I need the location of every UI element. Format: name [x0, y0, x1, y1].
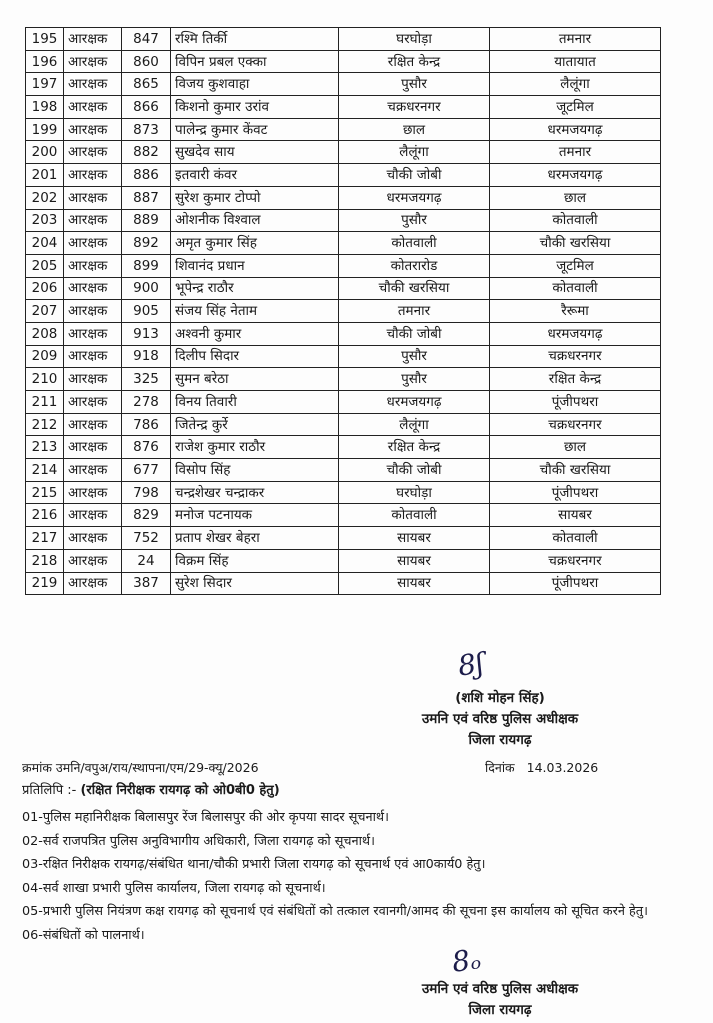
- posted-from-cell: चौकी जोबी: [339, 459, 490, 482]
- badge-number-cell: 865: [122, 73, 171, 96]
- badge-number-cell: 847: [122, 28, 171, 51]
- serial-number-cell: 203: [26, 209, 64, 232]
- employee-name-cell: जितेन्द्र कुर्रे: [171, 413, 339, 436]
- employee-name-cell: सुमन बरेठा: [171, 368, 339, 391]
- badge-number-cell: 918: [122, 345, 171, 368]
- serial-number-cell: 212: [26, 413, 64, 436]
- badge-number-cell: 387: [122, 572, 171, 595]
- table-row: [26, 254, 661, 277]
- employee-name-cell: सुखदेव साय: [171, 141, 339, 164]
- employee-name-cell: विजय कुशवाहा: [171, 73, 339, 96]
- serial-number-cell: 214: [26, 459, 64, 482]
- serial-number-cell: 216: [26, 504, 64, 527]
- posted-from-cell: घरघोड़ा: [339, 481, 490, 504]
- rank-cell: आरक्षक: [64, 549, 122, 572]
- footer-signatory-block: [380, 979, 620, 1021]
- rank-cell: आरक्षक: [64, 413, 122, 436]
- badge-number-cell: 899: [122, 254, 171, 277]
- badge-number-cell: 900: [122, 277, 171, 300]
- table-row: [26, 345, 661, 368]
- posted-to-cell: पूंजीपथरा: [490, 481, 661, 504]
- employee-name-cell: मनोज पटनायक: [171, 504, 339, 527]
- posted-from-cell: धरमजयगढ़: [339, 186, 490, 209]
- posted-to-cell: पूंजीपथरा: [490, 572, 661, 595]
- posted-to-cell: धरमजयगढ़: [490, 322, 661, 345]
- table-row: [26, 572, 661, 595]
- signatory-name: (शशि मोहन सिंह): [455, 690, 545, 706]
- transfer-table: [25, 27, 661, 595]
- posted-to-cell: लैलूंगा: [490, 73, 661, 96]
- badge-number-cell: 886: [122, 164, 171, 187]
- employee-name-cell: किशनो कुमार उरांव: [171, 96, 339, 119]
- posted-from-cell: चौकी जोबी: [339, 322, 490, 345]
- badge-number-cell: 873: [122, 118, 171, 141]
- employee-name-cell: प्रताप शेखर बेहरा: [171, 527, 339, 550]
- badge-number-cell: 24: [122, 549, 171, 572]
- employee-name-cell: दिलीप सिदार: [171, 345, 339, 368]
- posted-to-cell: चक्रधरनगर: [490, 345, 661, 368]
- posted-to-cell: जूटमिल: [490, 96, 661, 119]
- employee-name-cell: रश्मि तिर्की: [171, 28, 339, 51]
- serial-number-cell: 213: [26, 436, 64, 459]
- copy-to-item: 01-पुलिस महानिरीक्षक बिलासपुर रेंज बिलासपुर की ओर कृपया सादर सूचनार्थ।: [22, 810, 389, 825]
- posted-to-cell: रक्षित केन्द्र: [490, 368, 661, 391]
- serial-number-cell: 200: [26, 141, 64, 164]
- badge-number-cell: 325: [122, 368, 171, 391]
- posted-from-cell: चक्रधरनगर: [339, 96, 490, 119]
- serial-number-cell: 215: [26, 481, 64, 504]
- copy-to-item: 06-संबंधितों को पालनार्थ।: [22, 927, 145, 943]
- badge-number-cell: 905: [122, 300, 171, 323]
- employee-name-cell: विनय तिवारी: [171, 391, 339, 414]
- rank-cell: आरक्षक: [64, 28, 122, 51]
- table-row: [26, 391, 661, 414]
- employee-name-cell: चन्द्रशेखर चन्द्राकर: [171, 481, 339, 504]
- serial-number-cell: 211: [26, 391, 64, 414]
- posted-to-cell: छाल: [490, 186, 661, 209]
- posted-to-cell: तमनार: [490, 141, 661, 164]
- serial-number-cell: 198: [26, 96, 64, 119]
- posted-from-cell: घरघोड़ा: [339, 28, 490, 51]
- posted-from-cell: सायबर: [339, 549, 490, 572]
- table-row: [26, 164, 661, 187]
- serial-number-cell: 199: [26, 118, 64, 141]
- employee-name-cell: इतवारी कंवर: [171, 164, 339, 187]
- serial-number-cell: 196: [26, 50, 64, 73]
- posted-to-cell: कोतवाली: [490, 277, 661, 300]
- copy-to-item: 03-रक्षित निरीक्षक रायगढ़/संबंधित थाना/चौकी प्रभारी जिला रायगढ़ को सूचनार्थ एवं आ0कार्य0 हेतु।: [22, 857, 486, 872]
- posted-from-cell: चौकी जोबी: [339, 164, 490, 187]
- posted-to-cell: चक्रधरनगर: [490, 413, 661, 436]
- rank-cell: आरक्षक: [64, 254, 122, 277]
- rank-cell: आरक्षक: [64, 481, 122, 504]
- serial-number-cell: 197: [26, 73, 64, 96]
- employee-name-cell: अश्वनी कुमार: [171, 322, 339, 345]
- badge-number-cell: 677: [122, 459, 171, 482]
- posted-from-cell: पुसौर: [339, 209, 490, 232]
- table-row: [26, 209, 661, 232]
- badge-number-cell: 866: [122, 96, 171, 119]
- footer-signatory-designation: उमनि एवं वरिष्ठ पुलिस अधीक्षक: [421, 981, 579, 997]
- posted-to-cell: यातायात: [490, 50, 661, 73]
- badge-number-cell: 786: [122, 413, 171, 436]
- table-row: [26, 118, 661, 141]
- serial-number-cell: 206: [26, 277, 64, 300]
- badge-number-cell: 887: [122, 186, 171, 209]
- footer-signature-mark: 8ₒ: [449, 942, 483, 979]
- badge-number-cell: 876: [122, 436, 171, 459]
- table-row: [26, 277, 661, 300]
- serial-number-cell: 207: [26, 300, 64, 323]
- signatory-block: [380, 688, 620, 751]
- posted-from-cell: सायबर: [339, 527, 490, 550]
- table-row: [26, 368, 661, 391]
- employee-name-cell: विपिन प्रबल एक्का: [171, 50, 339, 73]
- posted-from-cell: धरमजयगढ़: [339, 391, 490, 414]
- posted-from-cell: कोतवाली: [339, 504, 490, 527]
- serial-number-cell: 219: [26, 572, 64, 595]
- table-row: [26, 413, 661, 436]
- serial-number-cell: 204: [26, 232, 64, 255]
- employee-name-cell: भूपेन्द्र राठौर: [171, 277, 339, 300]
- employee-name-cell: शिवानंद प्रधान: [171, 254, 339, 277]
- signatory-district: जिला रायगढ़: [468, 732, 532, 748]
- posted-from-cell: पुसौर: [339, 73, 490, 96]
- copy-to-title: (रक्षित निरीक्षक रायगढ़ को ओ0बी0 हेतु): [80, 783, 280, 798]
- employee-name-cell: अमृत कुमार सिंह: [171, 232, 339, 255]
- rank-cell: आरक्षक: [64, 368, 122, 391]
- badge-number-cell: 889: [122, 209, 171, 232]
- posted-to-cell: धरमजयगढ़: [490, 118, 661, 141]
- table-row: [26, 28, 661, 51]
- employee-name-cell: सुरेश कुमार टोप्पो: [171, 186, 339, 209]
- serial-number-cell: 210: [26, 368, 64, 391]
- copy-to-heading: [22, 780, 280, 798]
- rank-cell: आरक्षक: [64, 436, 122, 459]
- posted-to-cell: चौकी खरसिया: [490, 232, 661, 255]
- rank-cell: आरक्षक: [64, 527, 122, 550]
- copy-to-item: 02-सर्व राजपत्रित पुलिस अनुविभागीय अधिकारी, जिला रायगढ़ को सूचनार्थ।: [22, 833, 375, 849]
- transfer-table-body: [26, 28, 661, 595]
- rank-cell: आरक्षक: [64, 232, 122, 255]
- badge-number-cell: 860: [122, 50, 171, 73]
- copy-to-item: 05-प्रभारी पुलिस नियंत्रण कक्ष रायगढ़ को सूचनार्थ एवं संबंधितों को तत्काल रवानगी/आमद की सूचना इस कार्यालय को सूचित करने हेतु।: [22, 904, 648, 919]
- rank-cell: आरक्षक: [64, 164, 122, 187]
- employee-name-cell: विसोप सिंह: [171, 459, 339, 482]
- serial-number-cell: 218: [26, 549, 64, 572]
- posted-to-cell: पूंजीपथरा: [490, 391, 661, 414]
- serial-number-cell: 205: [26, 254, 64, 277]
- posted-from-cell: पुसौर: [339, 368, 490, 391]
- table-row: [26, 141, 661, 164]
- rank-cell: आरक्षक: [64, 186, 122, 209]
- rank-cell: आरक्षक: [64, 504, 122, 527]
- serial-number-cell: 195: [26, 28, 64, 51]
- date-value: 14.03.2026: [526, 760, 599, 775]
- table-row: [26, 549, 661, 572]
- posted-from-cell: पुसौर: [339, 345, 490, 368]
- table-row: [26, 186, 661, 209]
- badge-number-cell: 913: [122, 322, 171, 345]
- badge-number-cell: 882: [122, 141, 171, 164]
- rank-cell: आरक्षक: [64, 572, 122, 595]
- reference-date: [485, 759, 598, 776]
- posted-from-cell: छाल: [339, 118, 490, 141]
- date-label: दिनांक: [485, 760, 515, 775]
- badge-number-cell: 829: [122, 504, 171, 527]
- copy-to-label: प्रतिलिपि :-: [22, 783, 77, 798]
- rank-cell: आरक्षक: [64, 96, 122, 119]
- signature-mark: 8ʃ: [455, 646, 486, 683]
- posted-to-cell: धरमजयगढ़: [490, 164, 661, 187]
- employee-name-cell: सुरेश सिदार: [171, 572, 339, 595]
- rank-cell: आरक्षक: [64, 209, 122, 232]
- posted-from-cell: रक्षित केन्द्र: [339, 436, 490, 459]
- rank-cell: आरक्षक: [64, 345, 122, 368]
- table-row: [26, 481, 661, 504]
- posted-to-cell: रैरूमा: [490, 300, 661, 323]
- reference-number: क्रमांक उमनि/वपुअ/राय/स्थापना/एम/29-क्यू/2026: [22, 760, 259, 775]
- rank-cell: आरक्षक: [64, 73, 122, 96]
- badge-number-cell: 892: [122, 232, 171, 255]
- posted-to-cell: कोतवाली: [490, 209, 661, 232]
- rank-cell: आरक्षक: [64, 322, 122, 345]
- rank-cell: आरक्षक: [64, 459, 122, 482]
- posted-from-cell: चौकी खरसिया: [339, 277, 490, 300]
- copy-to-item: 04-सर्व शाखा प्रभारी पुलिस कार्यालय, जिला रायगढ़ को सूचनार्थ।: [22, 880, 326, 896]
- posted-to-cell: चौकी खरसिया: [490, 459, 661, 482]
- posted-to-cell: कोतवाली: [490, 527, 661, 550]
- posted-to-cell: सायबर: [490, 504, 661, 527]
- rank-cell: आरक्षक: [64, 118, 122, 141]
- posted-from-cell: सायबर: [339, 572, 490, 595]
- posted-to-cell: छाल: [490, 436, 661, 459]
- employee-name-cell: पालेन्द्र कुमार केंवट: [171, 118, 339, 141]
- employee-name-cell: विक्रम सिंह: [171, 549, 339, 572]
- posted-from-cell: रक्षित केन्द्र: [339, 50, 490, 73]
- serial-number-cell: 202: [26, 186, 64, 209]
- serial-number-cell: 208: [26, 322, 64, 345]
- table-row: [26, 300, 661, 323]
- posted-from-cell: लैलूंगा: [339, 141, 490, 164]
- employee-name-cell: ओशनीक विश्वाल: [171, 209, 339, 232]
- serial-number-cell: 217: [26, 527, 64, 550]
- table-row: [26, 459, 661, 482]
- signatory-designation: उमनि एवं वरिष्ठ पुलिस अधीक्षक: [421, 711, 579, 727]
- footer-signatory-district: जिला रायगढ़: [468, 1002, 532, 1018]
- employee-name-cell: राजेश कुमार राठौर: [171, 436, 339, 459]
- rank-cell: आरक्षक: [64, 141, 122, 164]
- table-row: [26, 527, 661, 550]
- serial-number-cell: 201: [26, 164, 64, 187]
- badge-number-cell: 752: [122, 527, 171, 550]
- serial-number-cell: 209: [26, 345, 64, 368]
- posted-to-cell: जूटमिल: [490, 254, 661, 277]
- table-row: [26, 504, 661, 527]
- table-row: [26, 50, 661, 73]
- posted-to-cell: चक्रधरनगर: [490, 549, 661, 572]
- badge-number-cell: 278: [122, 391, 171, 414]
- posted-to-cell: तमनार: [490, 28, 661, 51]
- copy-to-list: [22, 806, 692, 947]
- table-row: [26, 73, 661, 96]
- table-row: [26, 232, 661, 255]
- rank-cell: आरक्षक: [64, 277, 122, 300]
- rank-cell: आरक्षक: [64, 50, 122, 73]
- rank-cell: आरक्षक: [64, 391, 122, 414]
- posted-from-cell: लैलूंगा: [339, 413, 490, 436]
- table-row: [26, 436, 661, 459]
- posted-from-cell: कोतवाली: [339, 232, 490, 255]
- posted-from-cell: कोतरारोड: [339, 254, 490, 277]
- posted-from-cell: तमनार: [339, 300, 490, 323]
- table-row: [26, 322, 661, 345]
- rank-cell: आरक्षक: [64, 300, 122, 323]
- employee-name-cell: संजय सिंह नेताम: [171, 300, 339, 323]
- table-row: [26, 96, 661, 119]
- badge-number-cell: 798: [122, 481, 171, 504]
